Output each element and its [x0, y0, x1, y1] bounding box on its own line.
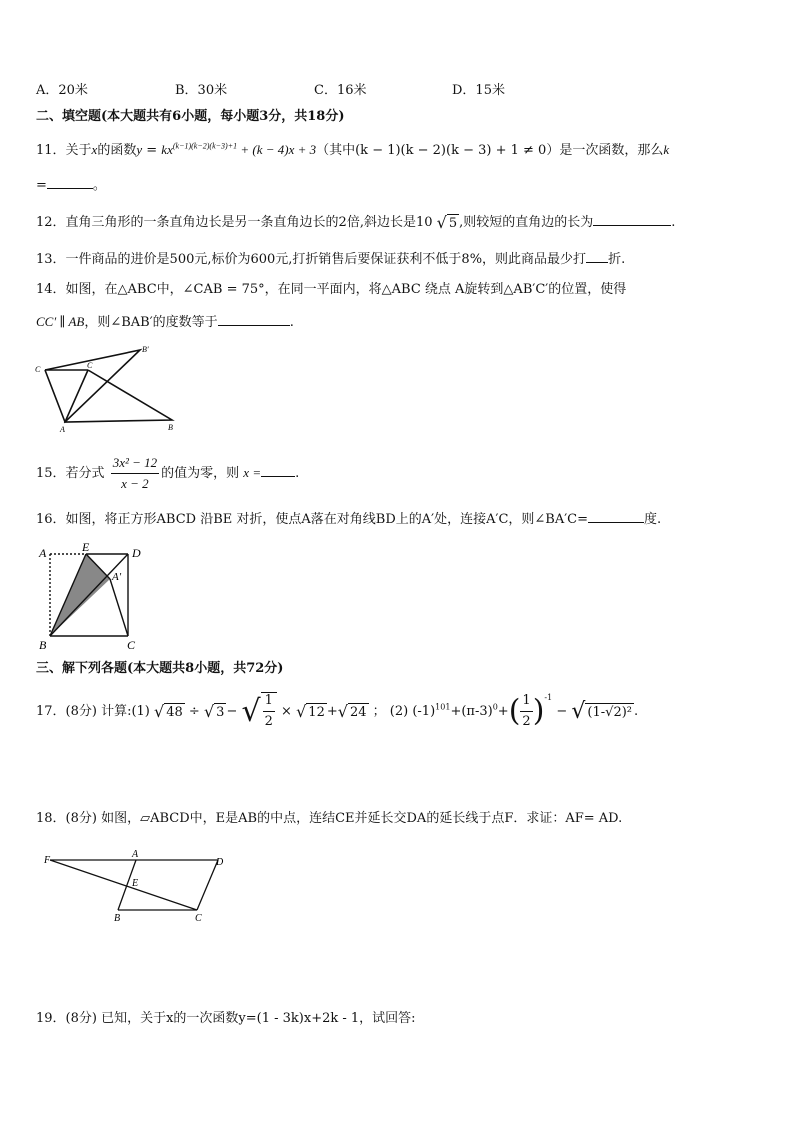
- label-b: B: [168, 423, 173, 432]
- question-14-line2: CC′ ∥ AB，则∠BAB′的度数等于 .: [36, 314, 294, 330]
- label-c: C: [87, 361, 93, 370]
- question-18: 18．(8分) 如图，▱ABCD中，E是AB的中点，连结CE并延长交DA的延长线于点F．求证：AF= AD.: [36, 811, 623, 826]
- choice-d: D．15米: [452, 83, 505, 98]
- choice-a: A．20米: [36, 83, 88, 98]
- sqrt-half: √ $\frac{1}{2}$: [242, 692, 277, 732]
- choice-c: C．16米: [314, 83, 367, 98]
- label-f: F: [44, 855, 51, 866]
- answer-blank[interactable]: [588, 510, 644, 523]
- answer-blank[interactable]: [593, 213, 671, 226]
- exponent: (k−1)(k−2)(k−3)+1: [172, 141, 238, 151]
- question-11: 11．关于x的函数$y = kx^{(k-1)(k-2)(k-3)+1} + (k - 4)x + 3$（其中(k − 1)(k − 2)(k − 3) + 1 ≠ 0）是一次函数，那么k: [36, 141, 670, 158]
- question-12: 12．直角三角形的一条直角边长是另一条直角边长的2倍,斜边长是10 √ 5 ,则较短的直角边的长为 .: [36, 212, 676, 232]
- answer-blank[interactable]: [586, 250, 608, 263]
- label-a: A: [132, 849, 139, 860]
- label-c-prime: C: [35, 365, 41, 374]
- choice-b: B．30米: [175, 83, 228, 98]
- section-3-header: 三、解下列各题(本大题共8小题，共72分): [36, 661, 284, 676]
- label-e: E: [82, 540, 90, 554]
- label-a: A: [60, 425, 65, 434]
- label-a: A: [39, 546, 47, 560]
- label-c: C: [195, 913, 202, 924]
- label-c: C: [127, 638, 136, 652]
- sqrt-expression: √ 5: [436, 212, 458, 232]
- question-16: 16．如图，将正方形ABCD 沿BE 对折，使点A落在对角线BD上的A′处，连接A′C，则∠BA′C= 度.: [36, 512, 662, 527]
- section-2-header: 二、填空题(本大题共有6小题，每小题3分，共18分): [36, 109, 345, 124]
- answer-blank[interactable]: [47, 176, 93, 189]
- answer-blank[interactable]: [218, 313, 290, 326]
- label-a-prime: A′: [112, 571, 122, 583]
- question-15: 15．若分式 $\frac{\text{3x² − 12}}{x - 2}$ 的值为零，则 x = .: [36, 455, 300, 491]
- question-17: 17．(8分) 计算:(1) √ 48 ÷ √ 3 − √ $\frac{1}{2}$ × √ 12 + √ 24 ； (2) $(-1)^{101}+(\pi-3)^0+$( $\frac{1}{2}$ )$^{-1}$ − √ (1-√2)² .: [36, 690, 638, 734]
- answer-blank[interactable]: [261, 464, 295, 477]
- label-b-prime: B′: [142, 345, 149, 354]
- question-11-answer: = 。: [36, 178, 106, 193]
- label-d: D: [132, 546, 141, 560]
- label-d: D: [216, 857, 224, 868]
- figure-18: [42, 848, 232, 928]
- fraction: $\frac{\text{3x² − 12}}{x - 2}$: [112, 455, 158, 491]
- label-b: B: [114, 913, 121, 924]
- question-13: 13．一件商品的进价是500元,标价为600元,打折销售后要保证获利不低于8%，则此商品最少打 折.: [36, 252, 626, 267]
- question-14: 14．如图，在△ABC中，∠CAB = 75°，在同一平面内，将△ABC 绕点 A旋转到△AB′C′的位置，使得: [36, 282, 627, 297]
- figure-14: [30, 340, 190, 435]
- label-e: E: [132, 878, 139, 889]
- sqrt-last: √ (1-√2)²: [571, 698, 632, 724]
- question-19: 19．(8分) 已知，关于x的一次函数y=(1 - 3k)x+2k - 1，试回答:: [36, 1011, 416, 1026]
- label-b: B: [39, 638, 47, 652]
- figure-16: [36, 540, 156, 653]
